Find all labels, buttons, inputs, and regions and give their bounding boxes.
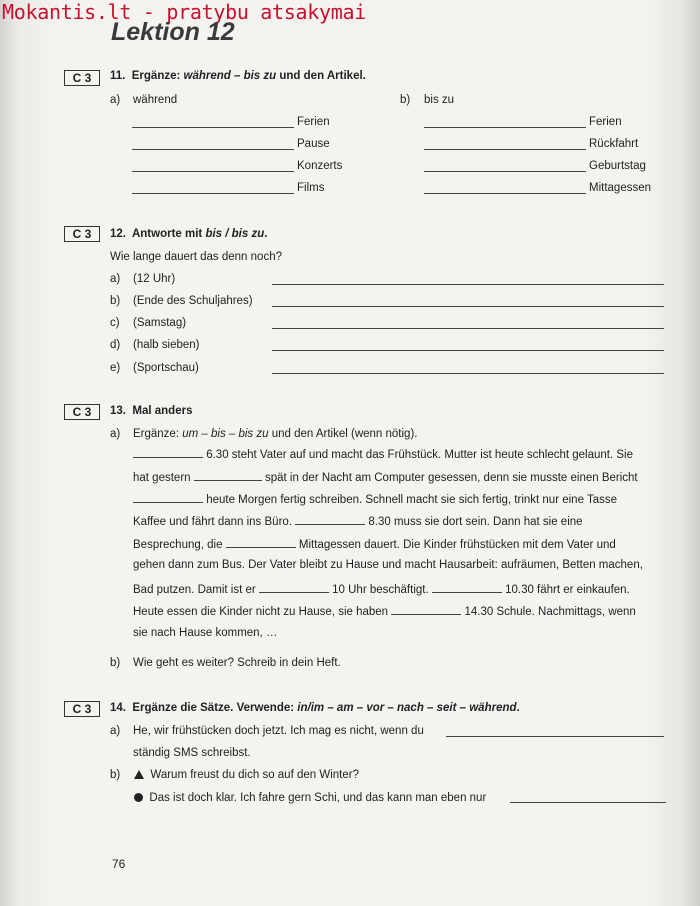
ex12-item-label: b) bbox=[110, 295, 121, 307]
answer-blank[interactable] bbox=[424, 127, 586, 128]
ex11-b-item: Rückfahrt bbox=[589, 138, 639, 150]
exercise-number: 14. bbox=[110, 702, 126, 714]
answer-blank[interactable] bbox=[272, 350, 664, 351]
ex11-b-item: Ferien bbox=[589, 116, 622, 128]
answer-blank[interactable] bbox=[133, 492, 203, 503]
ex13-text-line: sie nach Hause kommen, … bbox=[133, 627, 278, 639]
title-emphasis: während – bis zu bbox=[183, 70, 277, 82]
watermark: Mokantis.lt - pratybu atsakymai bbox=[2, 0, 366, 24]
ex14-b-answer: Das ist doch klar. Ich fahre gern Schi, und das kann man eben nur bbox=[134, 792, 486, 804]
title-emphasis: in/im – am – vor – nach – seit – während bbox=[297, 702, 517, 714]
ex12-item-text: (12 Uhr) bbox=[133, 273, 176, 285]
ex12-item-text: (halb sieben) bbox=[133, 339, 200, 351]
ex12-item-label: e) bbox=[110, 362, 121, 374]
ex11-a-item: Films bbox=[297, 182, 325, 194]
ex11-a-word: während bbox=[133, 94, 178, 106]
answer-blank[interactable] bbox=[272, 284, 664, 285]
exercise-13-tag: C 3 bbox=[64, 404, 100, 420]
ex14-a-line2: ständig SMS schreibst. bbox=[133, 747, 251, 759]
ex12-question: Wie lange dauert das denn noch? bbox=[110, 251, 282, 263]
exercise-11-tag: C 3 bbox=[64, 70, 100, 86]
title-emphasis: bis / bis zu bbox=[205, 228, 265, 240]
ex11-a-item: Pause bbox=[297, 138, 330, 150]
answer-blank[interactable] bbox=[194, 470, 262, 481]
exercise-12-title bbox=[110, 228, 267, 240]
instruction-emphasis: um – bis – bis zu bbox=[182, 428, 269, 440]
answer-blank[interactable] bbox=[424, 193, 586, 194]
ex13-text-line: gehen dann zum Bus. Der Vater bleibt zu Hause und macht Hausarbeit: aufräumen, Betten machen, bbox=[133, 559, 643, 571]
ex11-b-label: b) bbox=[400, 94, 411, 106]
ex11-b-item: Mittagessen bbox=[589, 182, 652, 194]
lesson-title: Lektion 12 bbox=[111, 18, 235, 46]
instruction-text: Ergänze: bbox=[133, 428, 183, 440]
ex13-b-text: Wie geht es weiter? Schreib in dein Heft. bbox=[133, 657, 341, 669]
title-text: . bbox=[516, 702, 520, 714]
exercise-14-tag: C 3 bbox=[64, 701, 100, 717]
answer-blank[interactable] bbox=[391, 604, 461, 615]
answer-blank[interactable] bbox=[424, 171, 586, 172]
answer-blank[interactable] bbox=[272, 306, 664, 307]
triangle-bullet-icon bbox=[134, 770, 144, 779]
ex13-text-line: hat gestern spät in der Nacht am Computer gesessen, denn sie musste einen Bericht bbox=[133, 472, 638, 484]
ex12-item-label: a) bbox=[110, 273, 121, 285]
ex13-a-instruction bbox=[133, 428, 417, 440]
ex11-a-item: Konzerts bbox=[297, 160, 343, 172]
ex12-item-label: d) bbox=[110, 339, 121, 351]
ex13-text-line: heute Morgen fertig schreiben. Schnell macht sie sich fertig, trinkt nur eine Tasse bbox=[133, 492, 617, 506]
ex11-a-label: a) bbox=[110, 94, 121, 106]
answer-blank[interactable] bbox=[132, 127, 294, 128]
answer-blank[interactable] bbox=[424, 149, 586, 150]
ex14-a-line1: He, wir frühstücken doch jetzt. Ich mag es nicht, wenn du bbox=[133, 725, 424, 737]
title-text: Antworte mit bbox=[131, 228, 206, 240]
ex13-text-line: 6.30 steht Vater auf und macht das Frühstück. Mutter ist heute schlecht gelaunt. Sie bbox=[133, 447, 633, 461]
answer-blank[interactable] bbox=[432, 582, 502, 593]
page-number: 76 bbox=[112, 857, 126, 871]
ex13-b-label: b) bbox=[110, 657, 121, 669]
title-text: Ergänze die Sätze. Verwende: bbox=[132, 702, 298, 714]
exercise-number: 12. bbox=[110, 228, 126, 240]
ex12-item-text: (Ende des Schuljahres) bbox=[133, 295, 253, 307]
ex13-text-line: Kaffee und fährt dann ins Büro. 8.30 muss sie dort sein. Dann hat sie eine bbox=[133, 516, 583, 528]
ex13-a-label: a) bbox=[110, 428, 121, 440]
title-text: Mal anders bbox=[132, 405, 193, 417]
answer-blank[interactable] bbox=[295, 514, 365, 525]
ex14-b-question: Warum freust du dich so auf den Winter? bbox=[134, 769, 359, 781]
exercise-11-title bbox=[110, 70, 366, 82]
exercise-14-title bbox=[110, 702, 520, 714]
answer-blank[interactable] bbox=[132, 149, 294, 150]
answer-blank[interactable] bbox=[446, 736, 664, 737]
answer-blank[interactable] bbox=[272, 373, 664, 374]
title-text: und den Artikel. bbox=[276, 70, 366, 82]
instruction-text: und den Artikel (wenn nötig). bbox=[268, 428, 418, 440]
ex11-b-word: bis zu bbox=[424, 94, 455, 106]
exercise-number: 13. bbox=[110, 405, 126, 417]
title-text: Ergänze: bbox=[131, 70, 184, 82]
exercise-12-tag: C 3 bbox=[64, 226, 100, 242]
answer-blank[interactable] bbox=[132, 171, 294, 172]
ex14-b-label: b) bbox=[110, 769, 121, 781]
ex11-b-item: Geburtstag bbox=[589, 160, 646, 172]
ex13-text-line: Bad putzen. Damit ist er 10 Uhr beschäftigt. 10.30 fährt er einkaufen. bbox=[133, 584, 630, 596]
ex12-item-text: (Samstag) bbox=[133, 317, 187, 329]
exercise-13-title bbox=[110, 405, 192, 417]
ex14-a-label: a) bbox=[110, 725, 121, 737]
ex13-text-line: Besprechung, die Mittagessen dauert. Die Kinder frühstücken mit dem Vater und bbox=[133, 539, 616, 551]
answer-blank[interactable] bbox=[259, 582, 329, 593]
ex11-a-item: Ferien bbox=[297, 116, 330, 128]
title-text: . bbox=[264, 228, 268, 240]
answer-blank[interactable] bbox=[132, 193, 294, 194]
ex13-text-line: Heute essen die Kinder nicht zu Hause, sie haben 14.30 Schule. Nachmittags, wenn bbox=[133, 606, 636, 618]
circle-bullet-icon bbox=[134, 793, 143, 802]
ex12-item-label: c) bbox=[110, 317, 120, 329]
answer-blank[interactable] bbox=[133, 447, 203, 458]
ex12-item-text: (Sportschau) bbox=[133, 362, 199, 374]
answer-blank[interactable] bbox=[272, 328, 664, 329]
answer-blank[interactable] bbox=[226, 537, 296, 548]
exercise-number: 11. bbox=[110, 70, 126, 82]
answer-blank[interactable] bbox=[510, 802, 666, 803]
